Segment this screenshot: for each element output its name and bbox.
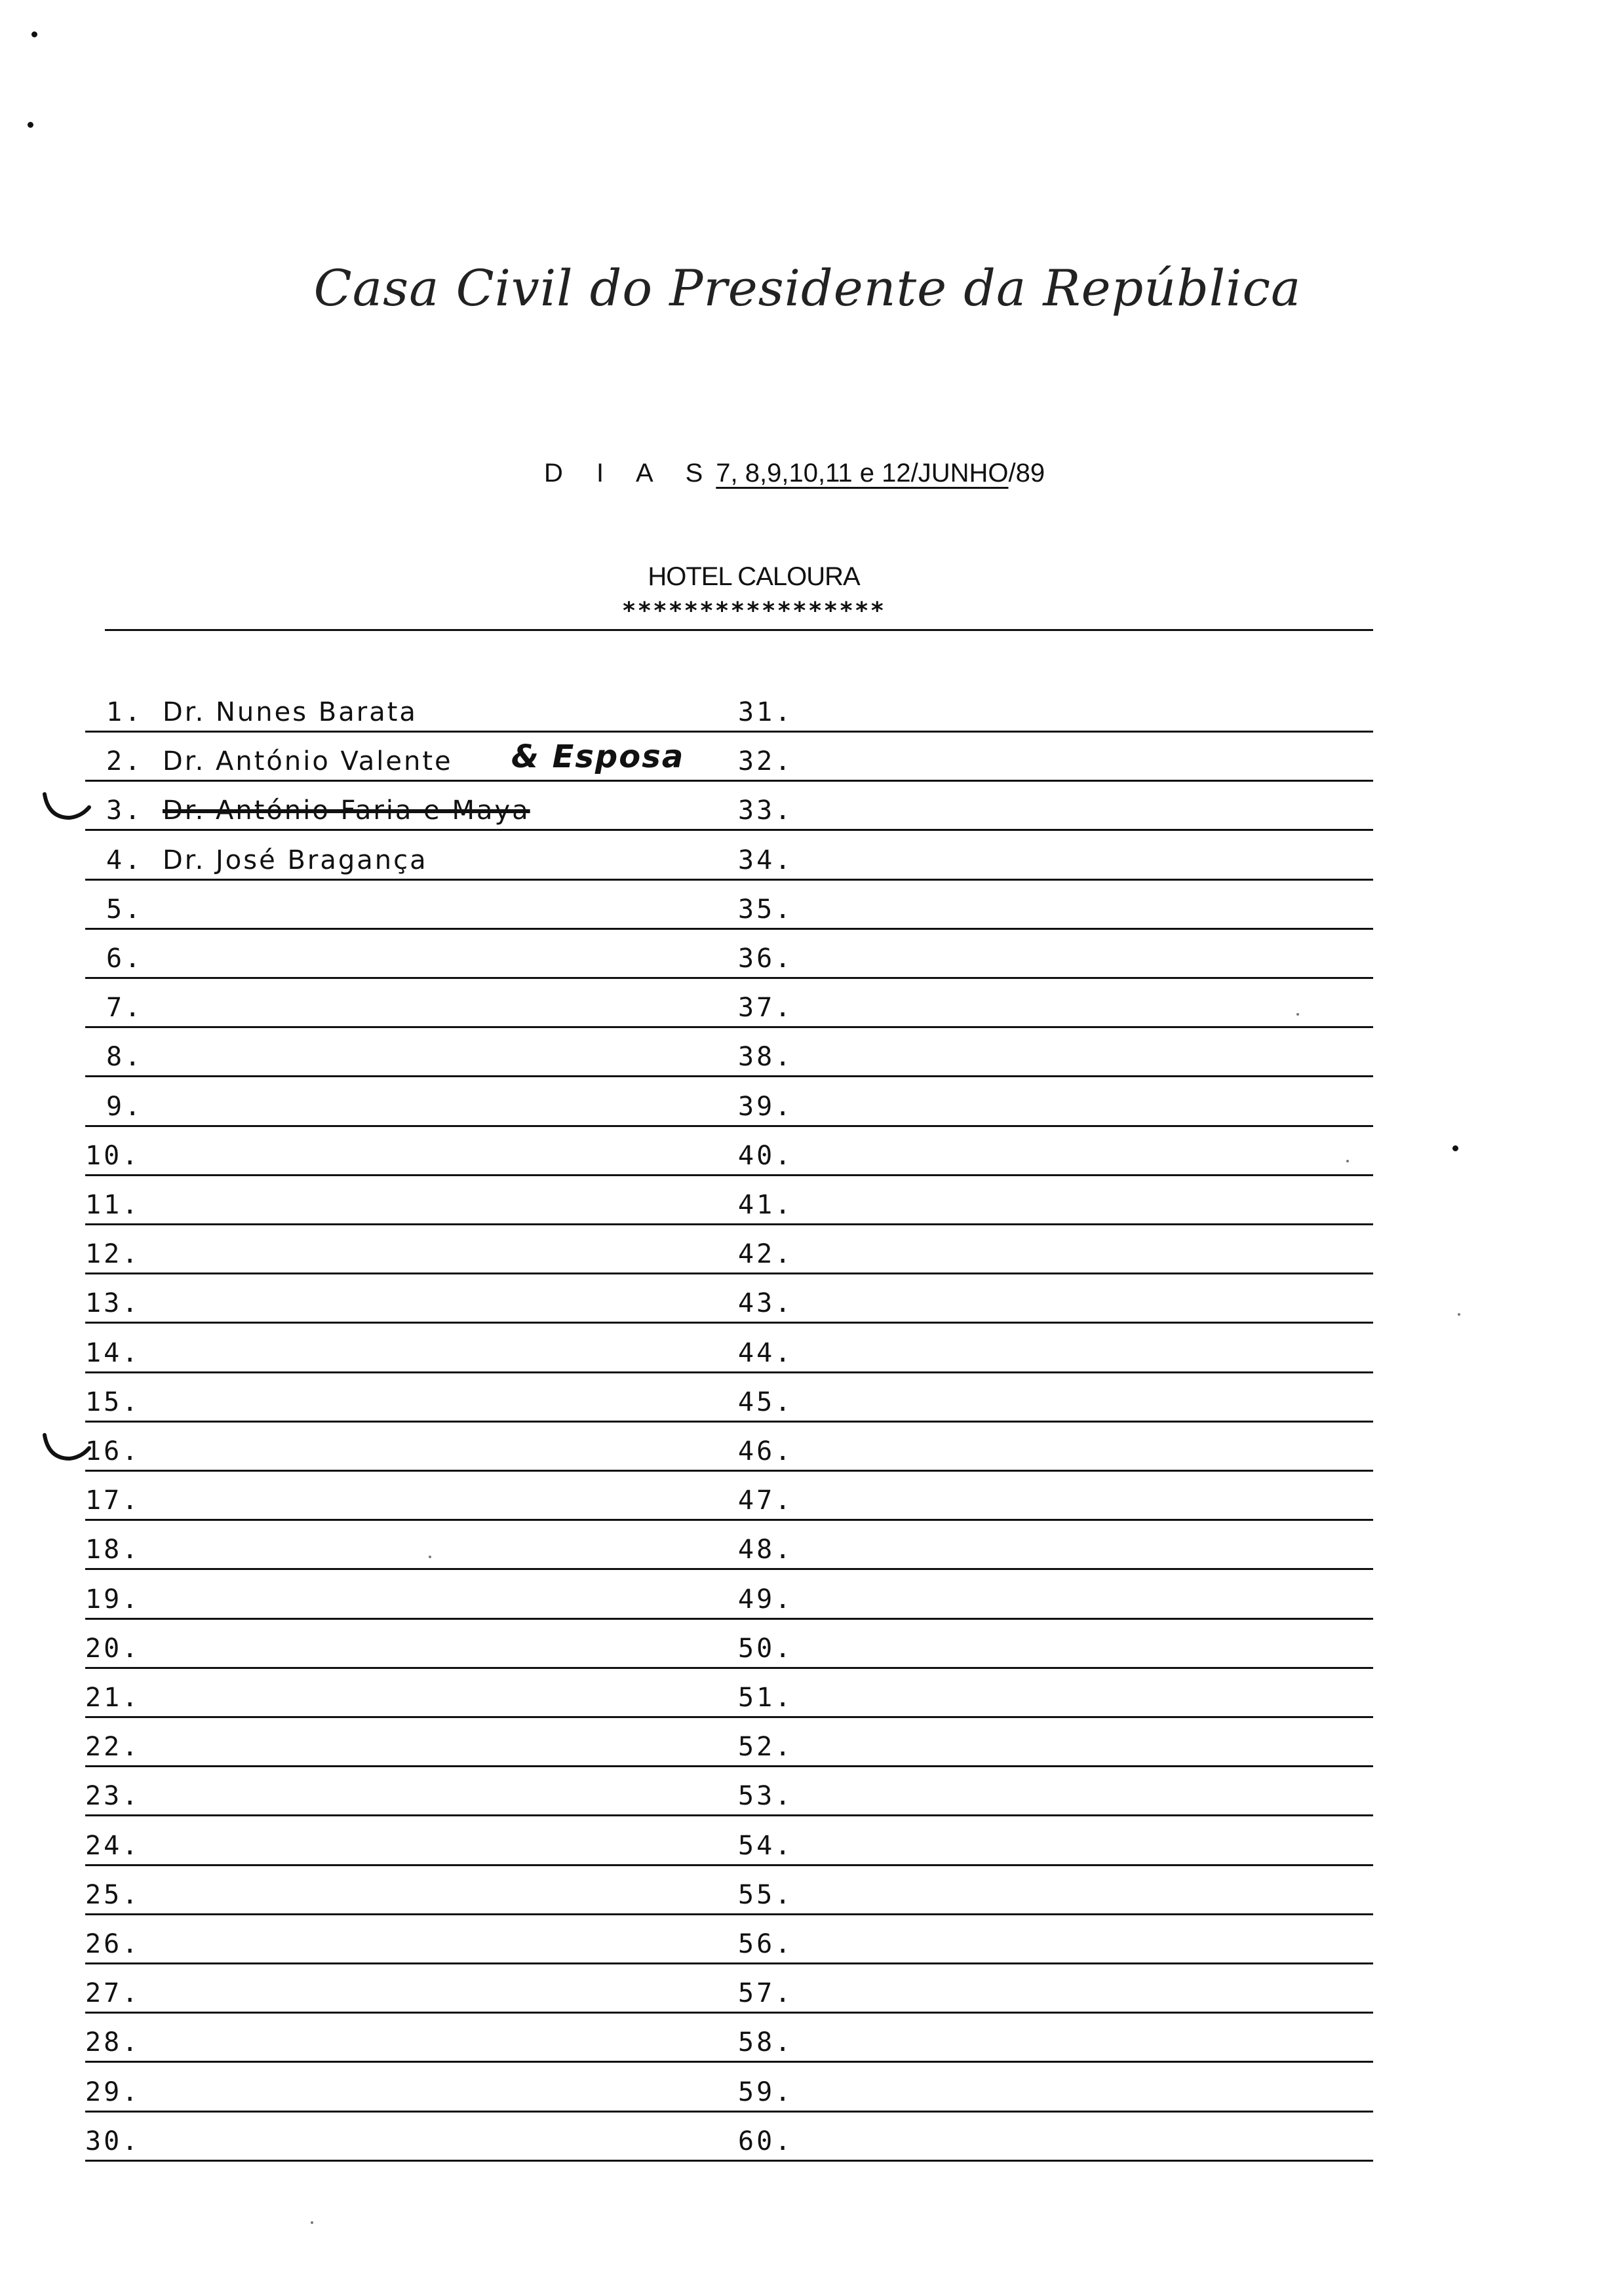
table-row [85,930,721,979]
table-row [721,1571,1373,1620]
table-row [85,1374,721,1423]
entry-line [721,1371,1373,1373]
entry-number: 6. [106,944,144,974]
entry-line [721,1272,1373,1274]
entry-line [721,1026,1373,1028]
entry-number: 37. [738,993,794,1024]
entry-line [721,1618,1373,1620]
entry-number: 36. [738,944,794,974]
guest-name: Dr. José Bragança [163,845,428,875]
entry-number: 52. [738,1732,794,1763]
table-row [85,1029,721,1077]
guest-name: Dr. António Faria e Maya [163,795,530,826]
table-row [721,1128,1373,1176]
table-row [721,1521,1373,1570]
entry-line [85,1322,721,1324]
entry-line [721,1864,1373,1866]
entry-number: 59. [738,2076,794,2107]
table-row [721,684,1373,733]
entry-number: 20. [85,1633,141,1664]
entry-line [85,1174,721,1176]
table-row [721,2014,1373,2063]
table-row [721,881,1373,930]
entry-line [721,1519,1373,1521]
entry-line [721,2012,1373,2014]
entry-number: 33. [738,795,794,826]
table-row [721,1029,1373,1077]
entry-line [721,1716,1373,1718]
entry-line [721,879,1373,881]
entry-line [85,1667,721,1669]
entry-number: 57. [738,1978,794,2009]
table-row [721,1079,1373,1127]
entry-number: 13. [85,1288,141,1319]
table-row [721,1916,1373,1964]
entry-number: 51. [738,1683,794,1713]
entry-number: 30. [85,2126,141,2156]
table-row [85,1768,721,1816]
entry-line [85,1519,721,1521]
entry-line [721,1125,1373,1127]
entry-number: 12. [85,1239,141,1270]
dates-range: 7, 8,9,10,11 e 12/JUNHO [716,459,1009,488]
table-row [85,1867,721,1915]
table-row [85,2014,721,2063]
dates-prefix: D I A S [544,459,716,488]
entry-line [721,1223,1373,1225]
table-row [85,1719,721,1767]
guest-name: Dr. António Valente [163,746,453,777]
entry-line [721,2061,1373,2063]
entry-line [85,1223,721,1225]
entry-line [85,829,721,831]
entry-number: 28. [85,2027,141,2058]
entry-number: 15. [85,1387,141,1417]
entry-number: 31. [738,697,794,727]
table-row [85,1818,721,1866]
entry-number: 25. [85,1879,141,1910]
table-row [721,1374,1373,1423]
entry-number: 4. [106,845,144,875]
table-row [721,1818,1373,1866]
entry-line [85,1568,721,1570]
entry-number: 58. [738,2027,794,2058]
entry-number: 34. [738,845,794,875]
entry-line [85,1272,721,1274]
entry-line [85,731,721,733]
entry-number: 2. [106,746,144,777]
entry-line [721,731,1373,733]
table-row [85,881,721,930]
entry-number: 26. [85,1929,141,1959]
entry-line [85,977,721,979]
entry-line [85,780,721,782]
table-row [721,930,1373,979]
entry-number: 1. [106,697,144,727]
table-row [721,1620,1373,1669]
table-row [85,1423,721,1472]
table-row [85,733,721,782]
entry-number: 3. [106,795,144,826]
entry-number: 47. [738,1485,794,1516]
entry-line [721,928,1373,930]
entry-number: 41. [738,1190,794,1220]
entry-line [85,2012,721,2014]
entry-line [721,829,1373,831]
entry-line [721,1470,1373,1472]
entry-number: 11. [85,1190,141,1220]
entry-line [85,1026,721,1028]
entry-line [85,2111,721,2113]
table-row [85,1275,721,1324]
entry-number: 60. [738,2126,794,2156]
entry-number: 23. [85,1781,141,1812]
entry-line [721,1913,1373,1915]
entry-line [721,1568,1373,1570]
table-row [85,1079,721,1127]
table-row [85,1965,721,2014]
table-row [85,782,721,831]
scan-speck [311,2221,313,2224]
table-row [85,1472,721,1521]
check-mark-icon [41,1428,93,1468]
entry-line [85,1618,721,1620]
entry-line [721,2111,1373,2113]
entry-line [85,1864,721,1866]
table-row [721,2064,1373,2113]
table-row [721,832,1373,881]
table-row [721,1226,1373,1274]
handwritten-note: & Esposa [511,738,685,776]
table-row [721,1423,1373,1472]
entry-line [85,1075,721,1077]
hotel-heading: HOTEL CALOURA [648,562,860,591]
entry-number: 46. [738,1436,794,1466]
entry-line [721,1075,1373,1077]
entry-number: 16. [85,1436,141,1466]
entry-number: 19. [85,1584,141,1615]
entry-number: 38. [738,1042,794,1073]
entry-number: 56. [738,1929,794,1959]
table-row [85,1325,721,1373]
entry-number: 24. [85,1830,141,1861]
table-row [85,684,721,733]
scan-speck [1458,1313,1460,1316]
entry-number: 5. [106,894,144,925]
entry-number: 21. [85,1683,141,1713]
entry-line [85,1765,721,1767]
table-row [721,1867,1373,1915]
table-row [721,1768,1373,1816]
scan-speck [1452,1145,1458,1151]
entry-number: 45. [738,1387,794,1417]
table-row [85,1620,721,1669]
entry-number: 8. [106,1042,144,1073]
letterhead: Casa Civil do Presidente da República [313,259,1302,317]
table-row [721,980,1373,1028]
entry-number: 9. [106,1091,144,1122]
entry-number: 40. [738,1140,794,1171]
entry-line [85,928,721,930]
dates-suffix: /89 [1008,459,1045,488]
entry-line [721,1814,1373,1816]
table-row [721,1275,1373,1324]
table-row [721,1670,1373,1718]
table-row [721,1325,1373,1373]
entry-line [721,1174,1373,1176]
table-row [85,1916,721,1964]
entry-number: 50. [738,1633,794,1664]
entry-number: 18. [85,1535,141,1565]
entry-line [721,1765,1373,1767]
entry-number: 10. [85,1140,141,1171]
table-row [721,1719,1373,1767]
guest-name: Dr. Nunes Barata [163,697,418,727]
entry-line [85,1913,721,1915]
table-row [85,980,721,1028]
table-row [721,1472,1373,1521]
entry-line [721,2160,1373,2162]
entry-number: 55. [738,1879,794,1910]
entry-number: 49. [738,1584,794,1615]
entry-number: 39. [738,1091,794,1122]
entry-line [721,1667,1373,1669]
entry-number: 29. [85,2076,141,2107]
entry-number: 35. [738,894,794,925]
entry-number: 22. [85,1732,141,1763]
entry-number: 17. [85,1485,141,1516]
entry-line [85,1470,721,1472]
scan-speck [28,122,33,128]
entry-number: 43. [738,1288,794,1319]
entry-line [85,2061,721,2063]
entry-line [721,977,1373,979]
entry-line [85,2160,721,2162]
entry-line [85,1814,721,1816]
entry-number: 27. [85,1978,141,2009]
entry-number: 53. [738,1781,794,1812]
entry-line [85,1371,721,1373]
entry-number: 54. [738,1830,794,1861]
table-row [85,2064,721,2113]
entry-line [721,780,1373,782]
entry-number: 32. [738,746,794,777]
top-rule [105,629,1373,631]
entry-number: 42. [738,1239,794,1270]
table-row [721,733,1373,782]
asterisk-rule: ***************** [621,598,886,624]
check-mark-icon [41,788,93,827]
entry-line [721,1322,1373,1324]
table-row [85,832,721,881]
table-row [85,1226,721,1274]
table-row [721,2113,1373,2162]
entry-line [721,1962,1373,1964]
entry-number: 7. [106,993,144,1024]
entry-line [85,1962,721,1964]
entry-line [85,1716,721,1718]
table-row [85,1177,721,1225]
entry-line [85,1125,721,1127]
table-row [85,2113,721,2162]
table-row [85,1571,721,1620]
entry-number: 44. [738,1337,794,1368]
entry-number: 14. [85,1337,141,1368]
entry-line [85,1421,721,1423]
table-row [721,1965,1373,2014]
entry-line [85,879,721,881]
entry-line [721,1421,1373,1423]
dates-heading [544,459,1045,488]
table-row [721,782,1373,831]
table-row [85,1670,721,1718]
table-row [721,1177,1373,1225]
entry-number: 48. [738,1535,794,1565]
scan-speck [31,31,37,37]
table-row [85,1521,721,1570]
table-row [85,1128,721,1176]
